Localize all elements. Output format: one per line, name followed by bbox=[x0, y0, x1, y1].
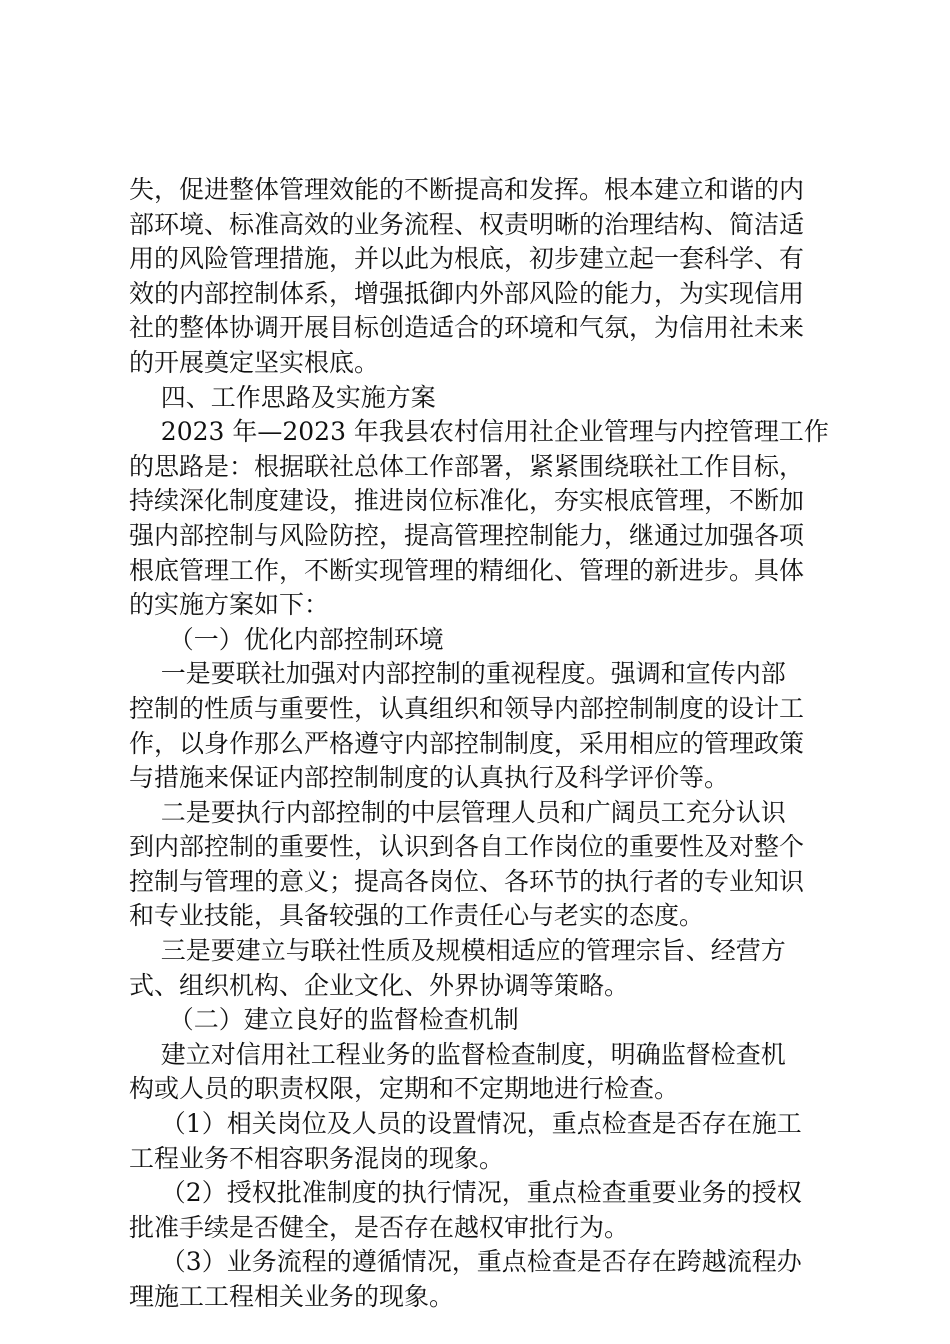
text-line: 控制与管理的意义；提高各岗位、各环节的执行者的专业知识 bbox=[129, 866, 805, 896]
text-line: 的实施方案如下： bbox=[129, 590, 330, 620]
text-line: （2）授权批准制度的执行情况，重点检查重要业务的授权 bbox=[129, 1178, 802, 1208]
text-line: 理施工工程相关业务的现象。 bbox=[129, 1282, 455, 1311]
text-line: （3）业务流程的遵循情况，重点检查是否存在跨越流程办 bbox=[129, 1247, 802, 1277]
text-line: 建立对信用社工程业务的监督检查制度，明确监督检查机 bbox=[129, 1039, 786, 1069]
text-line: 失，促进整体管理效能的不断提高和发挥。根本建立和谐的内 bbox=[129, 175, 805, 204]
text-line: 一是要联社加强对内部控制的重视程度。强调和宣传内部 bbox=[129, 659, 786, 689]
document-body bbox=[129, 173, 829, 1315]
text-line: 和专业技能，具备较强的工作责任心与老实的态度。 bbox=[129, 901, 705, 931]
text-line: 到内部控制的重要性，认识到各自工作岗位的重要性及对整个 bbox=[129, 832, 805, 862]
text-line: 二是要执行内部控制的中层管理人员和广阔员工充分认识 bbox=[129, 797, 786, 827]
text-line: 控制的性质与重要性，认真组织和领导内部控制制度的设计工 bbox=[129, 693, 805, 723]
text-line: 2023 年—2023 年我县农村信用社企业管理与内控管理工作 bbox=[129, 417, 829, 447]
text-line: 根底管理工作，不断实现管理的精细化、管理的新进步。具体 bbox=[129, 555, 805, 585]
subsection-heading: （一）优化内部控制环境 bbox=[129, 624, 444, 654]
text-line: 持续深化制度建设，推进岗位标准化，夯实根底管理，不断加 bbox=[129, 486, 805, 516]
text-line: 批准手续是否健全，是否存在越权审批行为。 bbox=[129, 1212, 630, 1242]
text-line: 构或人员的职责权限，定期和不定期地进行检查。 bbox=[129, 1074, 680, 1104]
subsection-heading: （二）建立良好的监督检查机制 bbox=[129, 1005, 519, 1035]
text-line: 工程业务不相容职务混岗的现象。 bbox=[129, 1143, 505, 1173]
text-line: 的开展奠定坚实根底。 bbox=[129, 347, 380, 377]
text-line: 作，以身作那么严格遵守内部控制制度，采用相应的管理政策 bbox=[129, 728, 805, 758]
text-line: 用的风险管理措施，并以此为根底，初步建立起一套科学、有 bbox=[129, 244, 805, 274]
text-line: 社的整体协调开展目标创造适合的环境和气氛，为信用社未来 bbox=[129, 313, 805, 343]
text-line: 的思路是：根据联社总体工作部署，紧紧围绕联社工作目标， bbox=[129, 451, 805, 481]
text-line: 强内部控制与风险防控，提高管理控制能力，继通过加强各项 bbox=[129, 520, 805, 550]
text-line: 效的内部控制体系，增强抵御内外部风险的能力，为实现信用 bbox=[129, 278, 805, 308]
text-line: 式、组织机构、企业文化、外界协调等策略。 bbox=[129, 970, 630, 1000]
section-heading: 四、工作思路及实施方案 bbox=[129, 382, 436, 412]
text-line: 与措施来保证内部控制制度的认真执行及科学评价等。 bbox=[129, 763, 730, 793]
text-line: （1）相关岗位及人员的设置情况，重点检查是否存在施工 bbox=[129, 1109, 802, 1139]
text-line: 三是要建立与联社性质及规模相适应的管理宗旨、经营方 bbox=[129, 936, 786, 966]
text-line: 部环境、标准高效的业务流程、权责明晰的治理结构、简洁适 bbox=[129, 209, 805, 239]
